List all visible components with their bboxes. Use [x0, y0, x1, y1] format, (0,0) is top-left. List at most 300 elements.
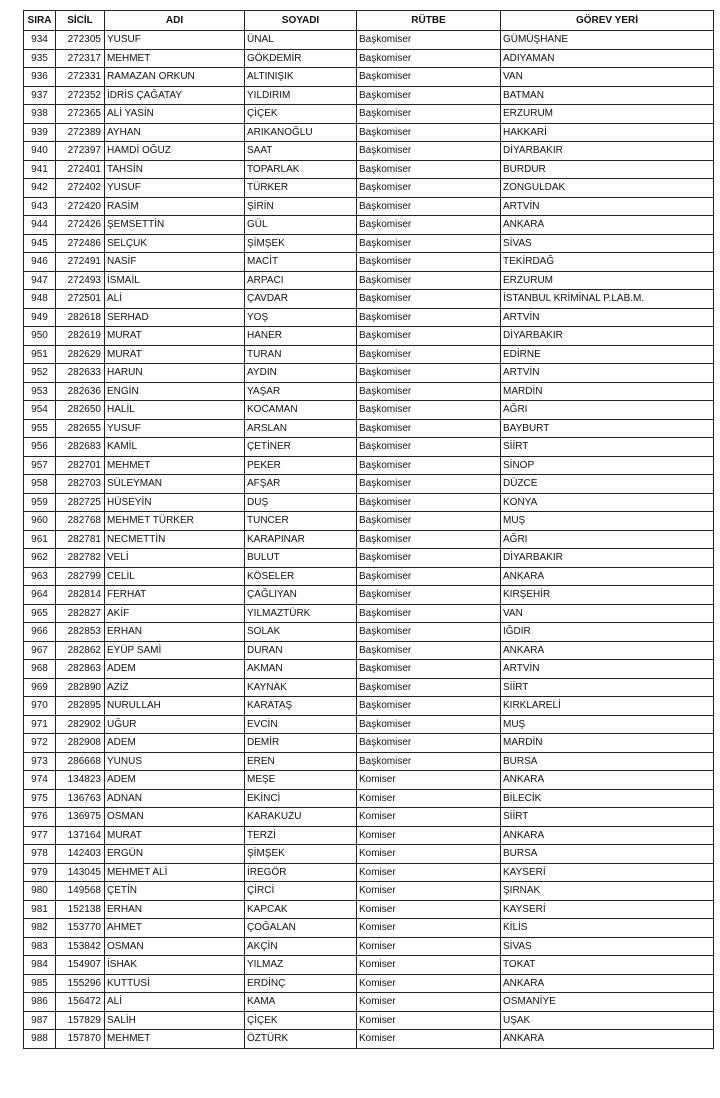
cell-gorev-yeri: KIRŞEHİR [501, 586, 714, 605]
cell-soyadi: MEŞE [245, 771, 357, 790]
header-rutbe: RÜTBE [357, 11, 501, 31]
cell-sira: 983 [24, 937, 56, 956]
cell-sicil: 282650 [56, 401, 105, 420]
cell-sira: 957 [24, 456, 56, 475]
cell-rutbe: Komiser [357, 789, 501, 808]
table-row [24, 401, 714, 420]
cell-adi: CELİL [105, 567, 245, 586]
cell-adi: YUNUS [105, 752, 245, 771]
cell-sira: 976 [24, 808, 56, 827]
cell-gorev-yeri: BİLECİK [501, 789, 714, 808]
cell-rutbe: Başkomiser [357, 752, 501, 771]
table-row [24, 715, 714, 734]
cell-gorev-yeri: KIRKLARELİ [501, 697, 714, 716]
cell-rutbe: Komiser [357, 771, 501, 790]
cell-soyadi: TUNCER [245, 512, 357, 531]
cell-sira: 945 [24, 234, 56, 253]
cell-gorev-yeri: KİLİS [501, 919, 714, 938]
cell-sicil: 282725 [56, 493, 105, 512]
cell-gorev-yeri: BATMAN [501, 86, 714, 105]
cell-sicil: 134823 [56, 771, 105, 790]
cell-rutbe: Komiser [357, 808, 501, 827]
cell-soyadi: ÇİÇEK [245, 1011, 357, 1030]
cell-sicil: 282908 [56, 734, 105, 753]
cell-soyadi: ÖZTÜRK [245, 1030, 357, 1049]
cell-sira: 953 [24, 382, 56, 401]
cell-sira: 973 [24, 752, 56, 771]
table-row [24, 123, 714, 142]
cell-sira: 958 [24, 475, 56, 494]
cell-sicil: 152138 [56, 900, 105, 919]
cell-adi: ERHAN [105, 623, 245, 642]
personnel-list-sheet [23, 10, 713, 1049]
cell-gorev-yeri: MUŞ [501, 715, 714, 734]
cell-sira: 974 [24, 771, 56, 790]
cell-rutbe: Başkomiser [357, 142, 501, 161]
cell-sira: 965 [24, 604, 56, 623]
cell-gorev-yeri: VAN [501, 604, 714, 623]
table-row [24, 604, 714, 623]
cell-sicil: 272420 [56, 197, 105, 216]
table-row [24, 271, 714, 290]
cell-sira: 968 [24, 660, 56, 679]
cell-adi: MEHMET [105, 49, 245, 68]
cell-rutbe: Başkomiser [357, 160, 501, 179]
cell-adi: NECMETTİN [105, 530, 245, 549]
cell-sira: 961 [24, 530, 56, 549]
table-row [24, 308, 714, 327]
cell-rutbe: Başkomiser [357, 345, 501, 364]
table-row [24, 974, 714, 993]
cell-gorev-yeri: ANKARA [501, 771, 714, 790]
cell-adi: YUSUF [105, 419, 245, 438]
header-sicil: SİCİL [56, 11, 105, 31]
cell-sira: 950 [24, 327, 56, 346]
cell-soyadi: ŞİRİN [245, 197, 357, 216]
cell-adi: ŞEMSETTİN [105, 216, 245, 235]
cell-gorev-yeri: BURSA [501, 845, 714, 864]
cell-gorev-yeri: ŞIRNAK [501, 882, 714, 901]
cell-sicil: 272491 [56, 253, 105, 272]
table-row [24, 586, 714, 605]
cell-rutbe: Başkomiser [357, 641, 501, 660]
cell-gorev-yeri: HAKKARİ [501, 123, 714, 142]
cell-soyadi: ŞİMŞEK [245, 845, 357, 864]
table-body [24, 31, 714, 1049]
cell-sicil: 155296 [56, 974, 105, 993]
table-row [24, 234, 714, 253]
cell-adi: ÇETİN [105, 882, 245, 901]
cell-rutbe: Başkomiser [357, 567, 501, 586]
cell-adi: NASİF [105, 253, 245, 272]
cell-adi: İSHAK [105, 956, 245, 975]
cell-soyadi: DEMİR [245, 734, 357, 753]
cell-sicil: 282853 [56, 623, 105, 642]
cell-sicil: 153770 [56, 919, 105, 938]
cell-sicil: 272493 [56, 271, 105, 290]
cell-soyadi: ÇOĞALAN [245, 919, 357, 938]
cell-sira: 934 [24, 31, 56, 50]
cell-soyadi: HANER [245, 327, 357, 346]
cell-sicil: 282683 [56, 438, 105, 457]
cell-adi: RASİM [105, 197, 245, 216]
cell-sicil: 272501 [56, 290, 105, 309]
cell-soyadi: KOCAMAN [245, 401, 357, 420]
cell-rutbe: Başkomiser [357, 179, 501, 198]
cell-sicil: 282629 [56, 345, 105, 364]
cell-sira: 987 [24, 1011, 56, 1030]
cell-adi: ALİ YASİN [105, 105, 245, 124]
table-row [24, 142, 714, 161]
cell-rutbe: Başkomiser [357, 105, 501, 124]
cell-soyadi: AKMAN [245, 660, 357, 679]
cell-sira: 936 [24, 68, 56, 87]
table-row [24, 937, 714, 956]
cell-gorev-yeri: MUŞ [501, 512, 714, 531]
cell-sicil: 143045 [56, 863, 105, 882]
cell-sira: 980 [24, 882, 56, 901]
cell-rutbe: Komiser [357, 956, 501, 975]
table-row [24, 549, 714, 568]
cell-soyadi: KAMA [245, 993, 357, 1012]
cell-adi: HÜSEYİN [105, 493, 245, 512]
cell-sira: 962 [24, 549, 56, 568]
table-row [24, 882, 714, 901]
cell-sira: 955 [24, 419, 56, 438]
cell-gorev-yeri: BAYBURT [501, 419, 714, 438]
cell-adi: YUSUF [105, 31, 245, 50]
cell-sira: 949 [24, 308, 56, 327]
header-sira: SIRA [24, 11, 56, 31]
cell-sira: 984 [24, 956, 56, 975]
cell-rutbe: Başkomiser [357, 271, 501, 290]
table-row [24, 31, 714, 50]
cell-sicil: 282814 [56, 586, 105, 605]
cell-sira: 959 [24, 493, 56, 512]
cell-gorev-yeri: AĞRI [501, 530, 714, 549]
cell-soyadi: KÖSELER [245, 567, 357, 586]
cell-soyadi: ARIKANOĞLU [245, 123, 357, 142]
cell-rutbe: Komiser [357, 974, 501, 993]
cell-sicil: 137164 [56, 826, 105, 845]
cell-sicil: 282862 [56, 641, 105, 660]
cell-adi: ENGİN [105, 382, 245, 401]
cell-sira: 966 [24, 623, 56, 642]
cell-sira: 979 [24, 863, 56, 882]
cell-gorev-yeri: SİİRT [501, 678, 714, 697]
cell-soyadi: TOPARLAK [245, 160, 357, 179]
cell-sicil: 136763 [56, 789, 105, 808]
cell-gorev-yeri: ERZURUM [501, 271, 714, 290]
cell-sira: 952 [24, 364, 56, 383]
table-row [24, 364, 714, 383]
cell-sicil: 282768 [56, 512, 105, 531]
cell-sira: 942 [24, 179, 56, 198]
cell-soyadi: ÇAĞLIYAN [245, 586, 357, 605]
cell-sira: 967 [24, 641, 56, 660]
cell-rutbe: Başkomiser [357, 382, 501, 401]
table-row [24, 197, 714, 216]
cell-rutbe: Başkomiser [357, 123, 501, 142]
cell-gorev-yeri: ADIYAMAN [501, 49, 714, 68]
cell-rutbe: Başkomiser [357, 86, 501, 105]
cell-sicil: 272331 [56, 68, 105, 87]
table-row [24, 789, 714, 808]
cell-rutbe: Komiser [357, 937, 501, 956]
cell-gorev-yeri: ANKARA [501, 826, 714, 845]
cell-adi: İSMAİL [105, 271, 245, 290]
cell-soyadi: KARATAŞ [245, 697, 357, 716]
cell-adi: MEHMET ALİ [105, 863, 245, 882]
cell-rutbe: Başkomiser [357, 660, 501, 679]
cell-adi: EYÜP SAMİ [105, 641, 245, 660]
table-row [24, 512, 714, 531]
cell-rutbe: Komiser [357, 882, 501, 901]
cell-gorev-yeri: SİİRT [501, 438, 714, 457]
cell-adi: FERHAT [105, 586, 245, 605]
cell-gorev-yeri: ARTVİN [501, 660, 714, 679]
cell-soyadi: DUŞ [245, 493, 357, 512]
cell-rutbe: Komiser [357, 1030, 501, 1049]
cell-gorev-yeri: ANKARA [501, 567, 714, 586]
cell-gorev-yeri: IĞDIR [501, 623, 714, 642]
cell-gorev-yeri: BURDUR [501, 160, 714, 179]
cell-adi: NURULLAH [105, 697, 245, 716]
cell-rutbe: Komiser [357, 919, 501, 938]
cell-sicil: 282703 [56, 475, 105, 494]
table-row [24, 419, 714, 438]
cell-sicil: 282890 [56, 678, 105, 697]
cell-sicil: 272317 [56, 49, 105, 68]
cell-rutbe: Başkomiser [357, 530, 501, 549]
table-header-row [24, 11, 714, 31]
table-row [24, 1011, 714, 1030]
table-row [24, 808, 714, 827]
cell-sicil: 157829 [56, 1011, 105, 1030]
cell-sicil: 272402 [56, 179, 105, 198]
cell-adi: RAMAZAN ORKUN [105, 68, 245, 87]
cell-gorev-yeri: ERZURUM [501, 105, 714, 124]
cell-rutbe: Başkomiser [357, 512, 501, 531]
cell-sicil: 272365 [56, 105, 105, 124]
table-row [24, 290, 714, 309]
cell-rutbe: Başkomiser [357, 623, 501, 642]
cell-gorev-yeri: SİVAS [501, 937, 714, 956]
cell-sicil: 272305 [56, 31, 105, 50]
cell-soyadi: KAPCAK [245, 900, 357, 919]
cell-adi: KAMİL [105, 438, 245, 457]
cell-adi: HALİL [105, 401, 245, 420]
cell-adi: MURAT [105, 345, 245, 364]
cell-soyadi: TÜRKER [245, 179, 357, 198]
table-row [24, 253, 714, 272]
cell-adi: OSMAN [105, 937, 245, 956]
cell-gorev-yeri: DİYARBAKIR [501, 327, 714, 346]
cell-rutbe: Başkomiser [357, 734, 501, 753]
cell-rutbe: Komiser [357, 900, 501, 919]
table-row [24, 179, 714, 198]
cell-soyadi: YILMAZ [245, 956, 357, 975]
cell-soyadi: KARAPINAR [245, 530, 357, 549]
cell-soyadi: EREN [245, 752, 357, 771]
cell-gorev-yeri: DİYARBAKIR [501, 142, 714, 161]
cell-sicil: 272389 [56, 123, 105, 142]
cell-adi: SÜLEYMAN [105, 475, 245, 494]
cell-adi: ERHAN [105, 900, 245, 919]
cell-sicil: 282633 [56, 364, 105, 383]
table-row [24, 216, 714, 235]
cell-sicil: 282902 [56, 715, 105, 734]
cell-sira: 947 [24, 271, 56, 290]
cell-adi: AYHAN [105, 123, 245, 142]
cell-adi: MEHMET [105, 456, 245, 475]
cell-rutbe: Başkomiser [357, 438, 501, 457]
header-gorev-yeri: GÖREV YERİ [501, 11, 714, 31]
cell-rutbe: Başkomiser [357, 364, 501, 383]
cell-sira: 963 [24, 567, 56, 586]
cell-rutbe: Başkomiser [357, 697, 501, 716]
cell-gorev-yeri: ANKARA [501, 216, 714, 235]
cell-adi: OSMAN [105, 808, 245, 827]
cell-gorev-yeri: ARTVİN [501, 308, 714, 327]
cell-soyadi: ALTINIŞIK [245, 68, 357, 87]
cell-adi: ADEM [105, 734, 245, 753]
cell-rutbe: Başkomiser [357, 456, 501, 475]
cell-rutbe: Başkomiser [357, 493, 501, 512]
cell-sicil: 154907 [56, 956, 105, 975]
cell-rutbe: Başkomiser [357, 253, 501, 272]
cell-gorev-yeri: VAN [501, 68, 714, 87]
cell-rutbe: Komiser [357, 845, 501, 864]
cell-rutbe: Komiser [357, 993, 501, 1012]
cell-soyadi: EVCİN [245, 715, 357, 734]
cell-sicil: 149568 [56, 882, 105, 901]
cell-sicil: 153842 [56, 937, 105, 956]
cell-gorev-yeri: MARDİN [501, 734, 714, 753]
cell-rutbe: Başkomiser [357, 308, 501, 327]
cell-rutbe: Başkomiser [357, 475, 501, 494]
cell-gorev-yeri: DÜZCE [501, 475, 714, 494]
cell-rutbe: Başkomiser [357, 604, 501, 623]
cell-rutbe: Başkomiser [357, 419, 501, 438]
cell-gorev-yeri: BURSA [501, 752, 714, 771]
cell-soyadi: GÖKDEMİR [245, 49, 357, 68]
cell-gorev-yeri: TEKİRDAĞ [501, 253, 714, 272]
cell-sicil: 282701 [56, 456, 105, 475]
cell-rutbe: Başkomiser [357, 234, 501, 253]
cell-soyadi: ARSLAN [245, 419, 357, 438]
cell-soyadi: YILMAZTÜRK [245, 604, 357, 623]
table-row [24, 641, 714, 660]
table-row [24, 956, 714, 975]
cell-adi: ALİ [105, 290, 245, 309]
cell-sicil: 282863 [56, 660, 105, 679]
cell-sicil: 272486 [56, 234, 105, 253]
table-row [24, 327, 714, 346]
cell-sira: 935 [24, 49, 56, 68]
cell-sira: 956 [24, 438, 56, 457]
table-row [24, 567, 714, 586]
cell-sicil: 282655 [56, 419, 105, 438]
cell-gorev-yeri: TOKAT [501, 956, 714, 975]
cell-gorev-yeri: SİNOP [501, 456, 714, 475]
table-row [24, 919, 714, 938]
cell-soyadi: TERZİ [245, 826, 357, 845]
table-row [24, 900, 714, 919]
cell-adi: AKİF [105, 604, 245, 623]
cell-sira: 970 [24, 697, 56, 716]
table-row [24, 697, 714, 716]
cell-adi: ADNAN [105, 789, 245, 808]
cell-soyadi: YAŞAR [245, 382, 357, 401]
cell-rutbe: Başkomiser [357, 678, 501, 697]
cell-soyadi: YOŞ [245, 308, 357, 327]
cell-gorev-yeri: ANKARA [501, 1030, 714, 1049]
table-row [24, 863, 714, 882]
cell-adi: VELİ [105, 549, 245, 568]
cell-gorev-yeri: KAYSERİ [501, 900, 714, 919]
cell-adi: KUTTUSİ [105, 974, 245, 993]
cell-soyadi: ERDİNÇ [245, 974, 357, 993]
cell-rutbe: Başkomiser [357, 31, 501, 50]
table-row [24, 660, 714, 679]
header-soyadi: SOYADI [245, 11, 357, 31]
cell-sira: 951 [24, 345, 56, 364]
cell-gorev-yeri: İSTANBUL KRİMİNAL P.LAB.M. [501, 290, 714, 309]
cell-rutbe: Komiser [357, 826, 501, 845]
cell-adi: YUSUF [105, 179, 245, 198]
cell-gorev-yeri: GÜMÜŞHANE [501, 31, 714, 50]
cell-sicil: 136975 [56, 808, 105, 827]
cell-sira: 940 [24, 142, 56, 161]
cell-soyadi: İREGÖR [245, 863, 357, 882]
cell-sira: 982 [24, 919, 56, 938]
table-row [24, 49, 714, 68]
cell-sira: 938 [24, 105, 56, 124]
cell-rutbe: Komiser [357, 863, 501, 882]
cell-sicil: 272401 [56, 160, 105, 179]
table-row [24, 475, 714, 494]
cell-soyadi: DURAN [245, 641, 357, 660]
table-row [24, 752, 714, 771]
cell-soyadi: TURAN [245, 345, 357, 364]
cell-gorev-yeri: DİYARBAKIR [501, 549, 714, 568]
cell-adi: İDRİS ÇAĞATAY [105, 86, 245, 105]
cell-gorev-yeri: ANKARA [501, 974, 714, 993]
table-row [24, 1030, 714, 1049]
cell-rutbe: Başkomiser [357, 715, 501, 734]
table-row [24, 105, 714, 124]
table-row [24, 771, 714, 790]
cell-adi: HAMDİ OĞUZ [105, 142, 245, 161]
table-row [24, 345, 714, 364]
cell-soyadi: SAAT [245, 142, 357, 161]
cell-soyadi: GÜL [245, 216, 357, 235]
cell-adi: MEHMET TÜRKER [105, 512, 245, 531]
cell-sira: 939 [24, 123, 56, 142]
cell-sira: 969 [24, 678, 56, 697]
cell-soyadi: MACİT [245, 253, 357, 272]
cell-adi: MURAT [105, 826, 245, 845]
cell-sira: 988 [24, 1030, 56, 1049]
cell-adi: SALİH [105, 1011, 245, 1030]
table-row [24, 678, 714, 697]
cell-soyadi: PEKER [245, 456, 357, 475]
cell-sicil: 272352 [56, 86, 105, 105]
cell-sira: 975 [24, 789, 56, 808]
cell-sicil: 282827 [56, 604, 105, 623]
personnel-table [23, 10, 714, 1049]
